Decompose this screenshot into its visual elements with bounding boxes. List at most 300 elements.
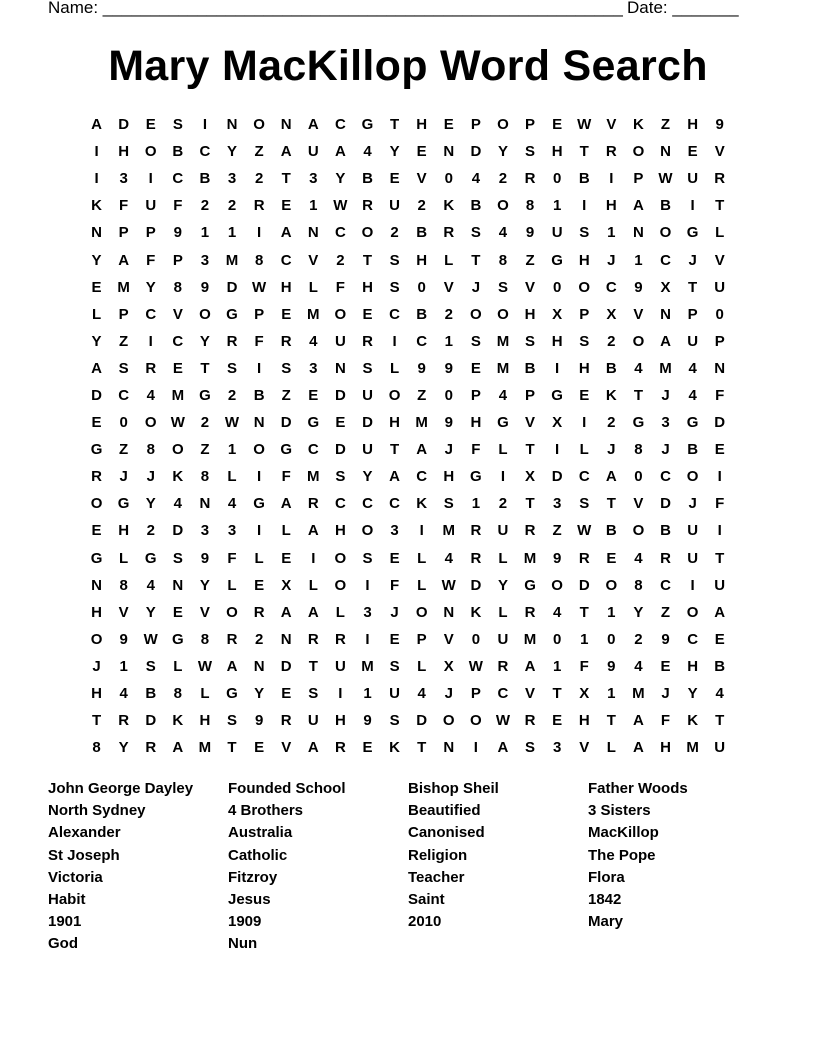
grid-letter: 9 <box>119 630 128 648</box>
grid-letter: G <box>171 630 184 648</box>
grid-letter: D <box>118 116 130 134</box>
grid-letter: K <box>91 197 102 215</box>
grid-letter: S <box>281 359 292 377</box>
grid-letter: H <box>389 414 400 432</box>
grid-letter: L <box>389 359 400 377</box>
grid-letter: S <box>470 332 481 350</box>
grid-letter: 3 <box>309 170 318 188</box>
grid-letter: F <box>335 278 345 296</box>
grid-letter: L <box>417 549 427 567</box>
word-list-item: Beautified <box>408 802 481 820</box>
grid-letter: S <box>579 332 590 350</box>
grid-letter: W <box>658 170 673 188</box>
word-list-item: St Joseph <box>48 846 120 864</box>
grid-letter: N <box>307 224 319 242</box>
page-title: Mary MacKillop Word Search <box>108 42 708 90</box>
grid-letter: 2 <box>607 332 616 350</box>
grid-letter: R <box>145 359 157 377</box>
grid-letter: C <box>334 116 346 134</box>
grid-letter: L <box>715 224 725 242</box>
grid-letter: K <box>172 468 184 486</box>
grid-letter: J <box>390 603 399 621</box>
word-list-item: Mary <box>588 913 624 931</box>
grid-letter: 4 <box>634 549 643 567</box>
grid-letter: 4 <box>688 359 697 377</box>
grid-letter: G <box>280 441 293 459</box>
grid-letter: A <box>416 441 428 459</box>
grid-letter: 9 <box>444 414 453 432</box>
grid-letter: O <box>253 116 265 134</box>
grid-letter: I <box>419 522 424 540</box>
grid-letter: X <box>579 685 590 703</box>
grid-letter: E <box>145 116 156 134</box>
grid-letter: E <box>172 603 183 621</box>
grid-letter: N <box>280 630 292 648</box>
grid-letter: N <box>334 359 346 377</box>
grid-letter: Y <box>118 739 129 757</box>
grid-letter: J <box>607 441 616 459</box>
grid-letter: V <box>443 630 454 648</box>
word-list-item: 4 Brothers <box>228 802 304 820</box>
grid-letter: 3 <box>363 603 372 621</box>
grid-letter: F <box>715 495 725 513</box>
grid-letter: Z <box>119 332 129 350</box>
grid-letter: H <box>118 522 130 540</box>
grid-letter: M <box>307 468 320 486</box>
grid-letter: P <box>633 170 644 188</box>
grid-letter: U <box>497 522 509 540</box>
grid-letter: P <box>118 305 129 323</box>
grid-letter: O <box>199 305 211 323</box>
grid-letter: T <box>552 685 562 703</box>
grid-letter: M <box>117 278 130 296</box>
grid-letter: O <box>226 603 238 621</box>
grid-letter: 3 <box>200 522 210 540</box>
grid-letter: 3 <box>390 522 399 540</box>
grid-letter: N <box>280 116 292 134</box>
grid-letter: E <box>91 414 102 432</box>
word-list-item: Alexander <box>48 824 121 842</box>
grid-letter: 1 <box>227 441 237 459</box>
grid-letter: K <box>389 739 400 757</box>
grid-letter: L <box>91 305 102 323</box>
grid-letter: X <box>660 278 671 296</box>
word-list-item: Teacher <box>408 868 465 886</box>
grid-letter: P <box>687 305 698 323</box>
grid-letter: O <box>497 305 509 323</box>
grid-letter: E <box>470 359 481 377</box>
grid-letter: B <box>362 170 373 188</box>
grid-letter: T <box>606 712 616 730</box>
grid-letter: 2 <box>498 495 508 513</box>
grid-letter: U <box>307 712 319 730</box>
grid-letter: G <box>524 576 536 594</box>
grid-letter: I <box>365 630 370 648</box>
grid-letter: E <box>389 630 400 648</box>
grid-letter: T <box>715 549 725 567</box>
grid-letter: I <box>473 739 478 757</box>
grid-letter: M <box>632 685 645 703</box>
grid-letter: G <box>686 414 699 432</box>
word-list-item: 3 Sisters <box>588 802 651 820</box>
grid-letter: L <box>173 657 183 675</box>
grid-letter: T <box>281 170 291 188</box>
grid-letter: D <box>578 576 590 594</box>
grid-letter: O <box>470 305 482 323</box>
grid-letter: R <box>362 332 373 350</box>
word-list-item: MacKillop <box>588 824 659 842</box>
grid-letter: O <box>632 522 645 540</box>
grid-letter: H <box>578 251 590 269</box>
grid-letter: N <box>253 657 265 675</box>
grid-letter: Z <box>417 386 427 404</box>
grid-letter: S <box>145 657 156 675</box>
grid-letter: W <box>468 657 483 675</box>
grid-letter: 2 <box>336 251 345 269</box>
grid-letter: A <box>497 739 509 757</box>
grid-letter: F <box>471 441 481 459</box>
grid-letter: W <box>577 116 592 134</box>
grid-letter: 9 <box>200 549 210 567</box>
grid-letter: 9 <box>444 359 453 377</box>
grid-letter: P <box>470 386 481 404</box>
grid-letter: R <box>145 739 157 757</box>
grid-letter: I <box>202 116 207 134</box>
grid-letter: T <box>525 441 535 459</box>
grid-letter: Y <box>389 143 400 161</box>
grid-letter: U <box>362 441 373 459</box>
grid-letter: O <box>497 116 509 134</box>
grid-letter: G <box>90 549 103 567</box>
grid-letter: H <box>660 739 671 757</box>
grid-letter: E <box>281 685 292 703</box>
grid-letter: R <box>362 197 373 215</box>
grid-letter: L <box>227 468 237 486</box>
grid-letter: S <box>443 495 454 513</box>
grid-letter: 8 <box>525 197 535 215</box>
grid-letter: M <box>523 549 537 567</box>
grid-letter: Z <box>281 386 291 404</box>
grid-letter: J <box>146 468 155 486</box>
grid-letter: S <box>389 712 400 730</box>
grid-letter: H <box>91 603 102 621</box>
grid-letter: M <box>307 305 320 323</box>
grid-letter: I <box>609 170 614 188</box>
grid-letter: 9 <box>634 278 643 296</box>
grid-letter: Y <box>199 576 210 594</box>
grid-letter: 1 <box>444 332 453 350</box>
grid-letter: I <box>500 468 506 486</box>
grid-letter: A <box>660 332 671 350</box>
grid-letter: X <box>606 305 617 323</box>
grid-letter: P <box>254 305 265 323</box>
grid-letter: 8 <box>634 576 643 594</box>
grid-letter: T <box>471 251 481 269</box>
grid-letter: P <box>172 251 183 269</box>
grid-letter: Z <box>552 522 562 540</box>
grid-letter: 9 <box>661 630 670 648</box>
grid-letter: V <box>308 251 319 269</box>
grid-letter: R <box>334 630 346 648</box>
grid-letter: O <box>388 386 401 404</box>
grid-letter: B <box>687 441 699 459</box>
grid-letter: F <box>660 712 671 730</box>
grid-letter: L <box>227 576 237 594</box>
grid-letter: C <box>389 305 400 323</box>
grid-letter: 4 <box>498 224 508 242</box>
grid-letter: O <box>470 712 482 730</box>
grid-letter: 1 <box>119 657 128 675</box>
grid-letter: E <box>281 197 292 215</box>
grid-letter: R <box>226 630 238 648</box>
grid-letter: 8 <box>498 251 508 269</box>
grid-letter: I <box>257 224 262 242</box>
grid-letter: B <box>605 522 617 540</box>
grid-letter: C <box>118 386 130 404</box>
grid-letter: L <box>281 522 291 540</box>
grid-letter: W <box>252 278 267 296</box>
grid-letter: 8 <box>92 739 101 757</box>
grid-letter: 2 <box>200 197 210 215</box>
grid-letter: 0 <box>444 386 453 404</box>
grid-letter: H <box>578 712 590 730</box>
grid-letter: E <box>335 414 346 432</box>
grid-letter: 4 <box>552 603 562 621</box>
grid-letter: 3 <box>661 414 670 432</box>
grid-letter: O <box>144 143 157 161</box>
grid-letter: Z <box>200 441 210 459</box>
grid-letter: E <box>660 657 671 675</box>
grid-letter: D <box>470 143 482 161</box>
grid-letter: A <box>91 359 102 377</box>
grid-letter: E <box>687 143 698 161</box>
grid-letter: 9 <box>607 657 616 675</box>
grid-letter: E <box>281 549 292 567</box>
grid-letter: N <box>443 739 455 757</box>
grid-letter: S <box>172 549 183 567</box>
grid-letter: K <box>416 495 428 513</box>
grid-letter: 4 <box>146 576 155 594</box>
grid-letter: C <box>416 468 428 486</box>
grid-letter: N <box>253 414 265 432</box>
grid-letter: B <box>253 386 265 404</box>
grid-letter: E <box>91 278 102 296</box>
grid-letter: G <box>497 414 509 432</box>
grid-letter: O <box>632 143 645 161</box>
grid-letter: V <box>416 170 427 188</box>
grid-letter: T <box>200 359 210 377</box>
grid-letter: W <box>197 657 212 675</box>
grid-letter: U <box>714 739 726 757</box>
date-field[interactable]: Date: _______ <box>627 0 739 17</box>
grid-letter: 3 <box>227 522 237 540</box>
grid-letter: T <box>715 712 725 730</box>
grid-letter: R <box>470 522 482 540</box>
grid-letter: J <box>688 495 697 513</box>
grid-letter: 3 <box>119 170 128 188</box>
grid-letter: C <box>307 441 319 459</box>
grid-letter: V <box>525 278 536 296</box>
grid-letter: S <box>525 739 536 757</box>
grid-letter: A <box>633 197 644 215</box>
grid-letter: O <box>334 305 347 323</box>
grid-letter: B <box>145 685 157 703</box>
grid-letter: A <box>389 468 400 486</box>
grid-letter: S <box>362 359 373 377</box>
grid-letter: S <box>389 657 400 675</box>
grid-letter: M <box>415 414 428 432</box>
grid-letter: V <box>714 143 725 161</box>
grid-letter: G <box>226 685 238 703</box>
grid-letter: J <box>119 468 128 486</box>
grid-letter: B <box>578 170 590 188</box>
grid-letter: V <box>606 116 617 134</box>
grid-letter: A <box>307 739 319 757</box>
grid-letter: O <box>497 197 509 215</box>
grid-letter: 4 <box>417 685 426 703</box>
grid-letter: 1 <box>552 197 562 215</box>
word-list-item: 1901 <box>48 913 82 931</box>
grid-letter: G <box>361 116 374 134</box>
grid-letter: L <box>335 603 345 621</box>
grid-letter: H <box>91 685 102 703</box>
grid-letter: D <box>91 386 102 404</box>
grid-letter: T <box>389 116 400 134</box>
grid-letter: V <box>281 739 292 757</box>
grid-letter: R <box>280 332 292 350</box>
grid-letter: Y <box>633 603 644 621</box>
grid-letter: J <box>92 657 101 675</box>
grid-letter: J <box>444 685 453 703</box>
grid-letter: 2 <box>498 170 508 188</box>
grid-letter: Y <box>145 495 156 513</box>
grid-letter: U <box>551 224 563 242</box>
grid-letter: E <box>416 143 427 161</box>
grid-letter: R <box>605 143 617 161</box>
grid-letter: 0 <box>552 630 562 648</box>
grid-letter: E <box>172 359 183 377</box>
grid-letter: B <box>660 522 671 540</box>
grid-letter: S <box>497 278 508 296</box>
grid-letter: D <box>145 712 157 730</box>
grid-letter: G <box>551 386 563 404</box>
grid-letter: 2 <box>227 386 237 404</box>
grid-letter: F <box>715 386 725 404</box>
grid-letter: F <box>173 197 183 215</box>
grid-letter: 4 <box>119 685 128 703</box>
grid-letter: R <box>578 549 590 567</box>
grid-letter: 1 <box>227 224 237 242</box>
grid-letter: 4 <box>444 549 453 567</box>
grid-letter: L <box>606 739 616 757</box>
grid-letter: H <box>118 143 130 161</box>
grid-letter: 4 <box>498 386 508 404</box>
grid-letter: N <box>172 576 184 594</box>
grid-letter: 2 <box>634 630 643 648</box>
grid-letter: B <box>605 359 617 377</box>
grid-letter: Y <box>497 576 508 594</box>
grid-letter: T <box>633 386 643 404</box>
grid-letter: S <box>470 224 481 242</box>
grid-letter: N <box>714 359 726 377</box>
grid-letter: E <box>714 441 725 459</box>
grid-letter: W <box>495 712 511 730</box>
grid-letter: X <box>552 414 563 432</box>
grid-letter: S <box>389 278 400 296</box>
grid-letter: O <box>144 414 157 432</box>
grid-letter: V <box>172 305 183 323</box>
grid-letter: B <box>199 170 211 188</box>
word-list-item: Father Woods <box>588 780 688 797</box>
grid-letter: O <box>632 332 645 350</box>
word-list-item: Canonised <box>408 824 485 842</box>
grid-letter: Z <box>660 603 671 621</box>
word-list-item: Catholic <box>228 846 288 864</box>
grid-letter: P <box>416 630 427 648</box>
grid-letter: F <box>281 468 291 486</box>
grid-letter: V <box>525 685 536 703</box>
word-list-item: 1909 <box>228 913 262 931</box>
grid-letter: U <box>145 197 157 215</box>
grid-letter: X <box>525 468 536 486</box>
grid-letter: H <box>416 251 428 269</box>
grid-letter: 1 <box>552 657 562 675</box>
letter-grid <box>83 111 733 761</box>
grid-letter: E <box>254 576 265 594</box>
grid-letter: H <box>551 332 563 350</box>
grid-letter: U <box>389 197 400 215</box>
grid-letter: 0 <box>417 278 426 296</box>
grid-letter: C <box>578 468 590 486</box>
grid-letter: B <box>172 143 184 161</box>
grid-letter: P <box>118 224 129 242</box>
grid-letter: U <box>497 630 509 648</box>
grid-letter: M <box>171 386 185 404</box>
grid-letter: O <box>605 576 618 594</box>
grid-letter: O <box>253 441 265 459</box>
grid-letter: E <box>389 170 400 188</box>
grid-letter: 2 <box>200 414 210 432</box>
grid-letter: N <box>660 143 671 161</box>
grid-letter: 1 <box>607 685 616 703</box>
grid-letter: E <box>552 712 563 730</box>
grid-letter: W <box>441 576 456 594</box>
grid-letter: N <box>633 224 644 242</box>
grid-letter: C <box>362 495 373 513</box>
grid-letter: R <box>118 712 130 730</box>
grid-letter: O <box>361 522 374 540</box>
grid-letter: I <box>555 359 560 377</box>
grid-letter: 1 <box>634 251 643 269</box>
word-list-item: Habit <box>48 890 86 908</box>
grid-letter: S <box>389 251 400 269</box>
grid-letter: G <box>253 495 265 513</box>
grid-letter: 0 <box>471 630 481 648</box>
grid-letter: I <box>94 170 99 188</box>
grid-letter: I <box>717 522 722 540</box>
grid-letter: 3 <box>552 495 562 513</box>
grid-letter: L <box>308 278 318 296</box>
word-list-item: Victoria <box>48 868 103 886</box>
grid-letter: J <box>661 386 670 404</box>
grid-letter: A <box>91 116 102 134</box>
name-field[interactable]: Name: _______________________________________________________ <box>48 0 623 17</box>
grid-letter: F <box>389 576 400 594</box>
grid-letter: T <box>688 278 698 296</box>
grid-letter: Y <box>227 143 238 161</box>
grid-letter: Y <box>91 332 102 350</box>
grid-letter: W <box>224 414 240 432</box>
